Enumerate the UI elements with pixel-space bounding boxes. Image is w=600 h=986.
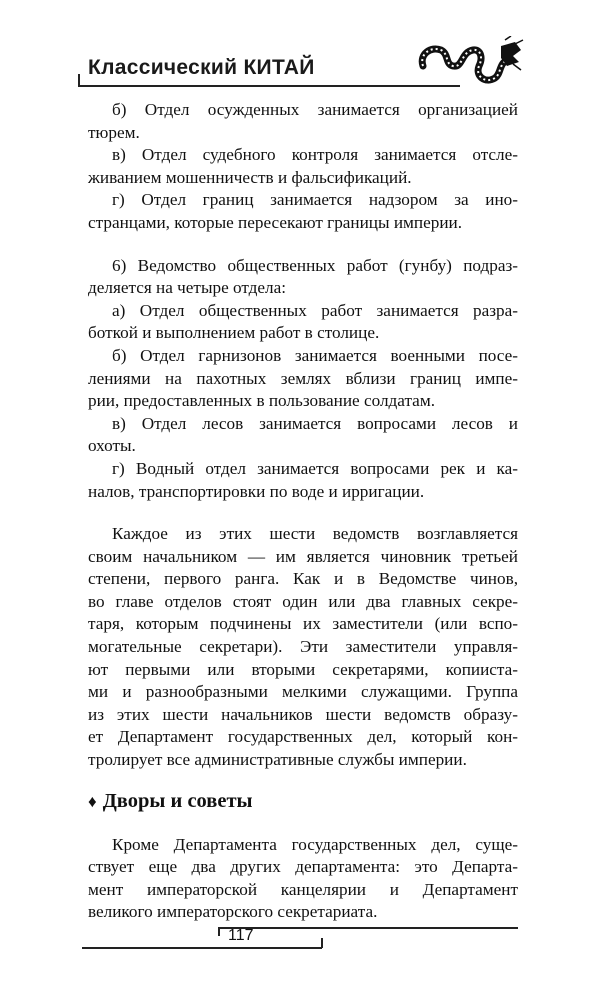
text-line: а) Отдел общественных работ занимается разра- — [112, 300, 518, 320]
text-line: Кроме Департамента государственных дел, суще- — [112, 834, 518, 854]
text-line: во главе отделов стоят один или два главных секре- — [88, 591, 518, 611]
paragraph — [88, 144, 518, 189]
footer-bracket-left — [218, 927, 220, 936]
text-line: ет Департамент государственных дел, который кон- — [88, 727, 518, 747]
text-line: странцами, которые пересекают границы империи. — [88, 212, 463, 232]
text-line: налов, транспортировки по воде и ирригации. — [88, 481, 425, 501]
text-line: могательные секретари). Эти заместители управля- — [88, 637, 518, 657]
paragraph — [88, 255, 518, 300]
text-line: живанием мошенничеств и фальсификаций. — [88, 167, 412, 187]
paragraph — [88, 189, 518, 234]
text-line: г) Водный отдел занимается вопросами рек и ка- — [112, 458, 518, 478]
text-line: тролирует все административные службы империи. — [88, 750, 467, 770]
text-line: б) Отдел осужденных занимается организацией — [112, 100, 518, 119]
diamond-bullet-icon: ♦ — [88, 791, 97, 811]
paragraph — [88, 523, 518, 772]
text-line: таря, которым подчинены их заместители (или вспо- — [88, 614, 518, 634]
text-line: ют первыми или вторыми секретарями, копииста- — [88, 659, 518, 679]
section-heading-text: Дворы и советы — [102, 789, 253, 812]
text-line: рии, предоставленных в пользование солдатам. — [88, 391, 435, 411]
text-line: ствует еще два других департамента: это Департа- — [88, 857, 518, 877]
text-line: в) Отдел лесов занимается вопросами лесов и — [112, 413, 518, 433]
text-line: своим начальником — им является чиновник третьей — [88, 546, 518, 566]
footer-rule-left — [82, 947, 322, 949]
text-line: б) Отдел гарнизонов занимается военными посе- — [112, 345, 518, 365]
page-body — [88, 99, 518, 924]
text-line: г) Отдел границ занимается надзором за ино- — [112, 190, 518, 210]
text-line: степени, первого ранга. Как и в Ведомстве чинов, — [88, 569, 518, 589]
text-line: мент императорской канцелярии и Департамент — [88, 879, 518, 899]
paragraph — [88, 413, 518, 458]
text-line: Каждое из этих шести ведомств возглавляется — [112, 524, 518, 544]
paragraph — [88, 99, 518, 144]
text-line: в) Отдел судебного контроля занимается отсле- — [112, 145, 518, 165]
header-rule — [78, 85, 460, 87]
page-number: 117 — [228, 927, 254, 944]
text-line: 6) Ведомство общественных работ (гунбу) подраз- — [112, 255, 518, 275]
dragon-ornament-icon — [415, 36, 525, 88]
paragraph — [88, 458, 518, 503]
text-line: охоты. — [88, 436, 136, 456]
text-line: тюрем. — [88, 122, 140, 142]
paragraph — [88, 345, 518, 413]
paragraph — [88, 300, 518, 345]
text-line: лениями на пахотных землях вблизи границ импе- — [88, 368, 518, 388]
page-footer — [80, 920, 520, 960]
paragraph — [88, 834, 518, 924]
text-line: великого императорского секретариата. — [88, 902, 378, 922]
text-line: из этих шести начальников шести ведомств образу- — [88, 704, 518, 724]
text-line: ми и разнообразными мелкими служащими. Группа — [88, 682, 518, 702]
text-line: боткой и выполнением работ в столице. — [88, 323, 380, 343]
text-line: деляется на четыре отдела: — [88, 278, 287, 298]
running-title: Классический КИТАЙ — [88, 56, 315, 79]
section-heading — [88, 786, 518, 817]
footer-rule-right — [218, 927, 518, 929]
